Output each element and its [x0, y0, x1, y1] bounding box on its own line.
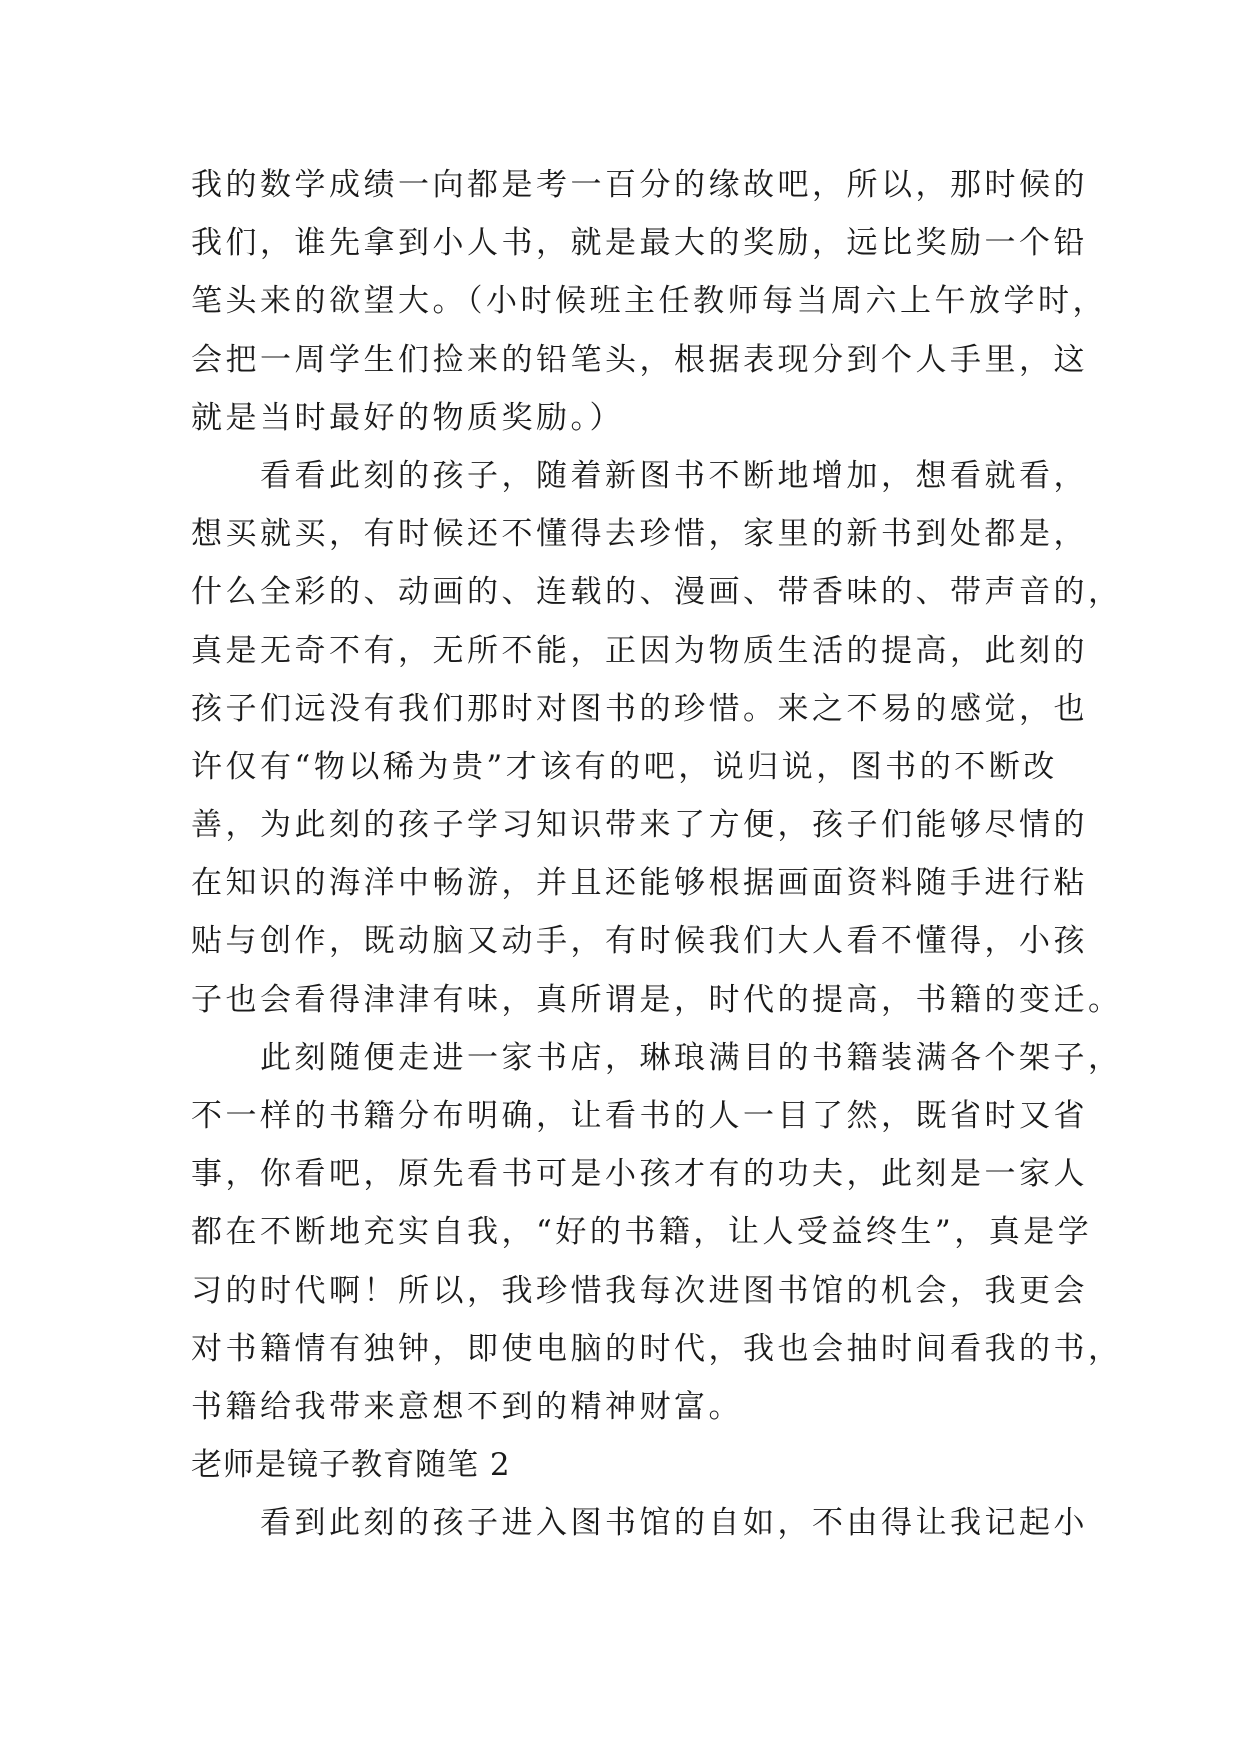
text-line: 在知识的海洋中畅游，并且还能够根据画面资料随手进行粘 — [191, 865, 1088, 902]
text-line: 对书籍情有独钟，即使电脑的时代，我也会抽时间看我的书， — [191, 1330, 1123, 1367]
text-line: 书籍给我带来意想不到的精神财富。 — [191, 1388, 743, 1425]
text-line: 贴与创作，既动脑又动手，有时候我们大人看不懂得，小孩 — [191, 923, 1088, 960]
text-line: 我的数学成绩一向都是考一百分的缘故吧，所以，那时候的 — [191, 167, 1088, 203]
text-line: 会把一周学生们捡来的铅笔头，根据表现分到个人手里，这 — [191, 341, 1088, 378]
text-line: 孩子们远没有我们那时对图书的珍惜。来之不易的感觉，也 — [191, 690, 1088, 727]
text-line: 笔头来的欲望大。（小时候班主任教师每当周六上午放学时， — [191, 283, 1107, 320]
text-line: 不一样的书籍分布明确，让看书的人一目了然，既省时又省 — [191, 1098, 1088, 1134]
text-line: 事，你看吧，原先看书可是小孩才有的功夫，此刻是一家人 — [191, 1156, 1088, 1193]
section-heading: 老师是镜子教育随笔 2 — [191, 1447, 511, 1484]
text-line: 习的时代啊！所以，我珍惜我每次进图书馆的机会，我更会 — [191, 1272, 1088, 1309]
text-line: 看看此刻的孩子，随着新图书不断地增加，想看就看， — [191, 457, 1088, 494]
text-line: 善，为此刻的孩子学习知识带来了方便，孩子们能够尽情的 — [191, 807, 1088, 844]
text-line: 我们，谁先拿到小人书，就是最大的奖励，远比奖励一个铅 — [191, 225, 1088, 262]
body-text — [191, 156, 1123, 1553]
text-line: 就是当时最好的物质奖励。） — [191, 399, 624, 436]
text-line: 真是无奇不有，无所不能，正因为物质生活的提高，此刻的 — [191, 632, 1088, 669]
text-line: 子也会看得津津有味，真所谓是，时代的提高，书籍的变迁。 — [191, 981, 1123, 1018]
text-line: 此刻随便走进一家书店，琳琅满目的书籍装满各个架子， — [191, 1039, 1123, 1076]
text-line: 看到此刻的孩子进入图书馆的自如，不由得让我记起小 — [191, 1505, 1088, 1542]
text-line: 都在不断地充实自我，“好的书籍，让人受益终生”，真是学 — [191, 1214, 1093, 1251]
text-line: 许仅有“物以稀为贵”才该有的吧，说归说，图书的不断改 — [191, 748, 1058, 785]
text-line: 想买就买，有时候还不懂得去珍惜，家里的新书到处都是， — [191, 516, 1088, 553]
text-line: 什么全彩的、动画的、连载的、漫画、带香味的、带声音的， — [191, 574, 1123, 611]
